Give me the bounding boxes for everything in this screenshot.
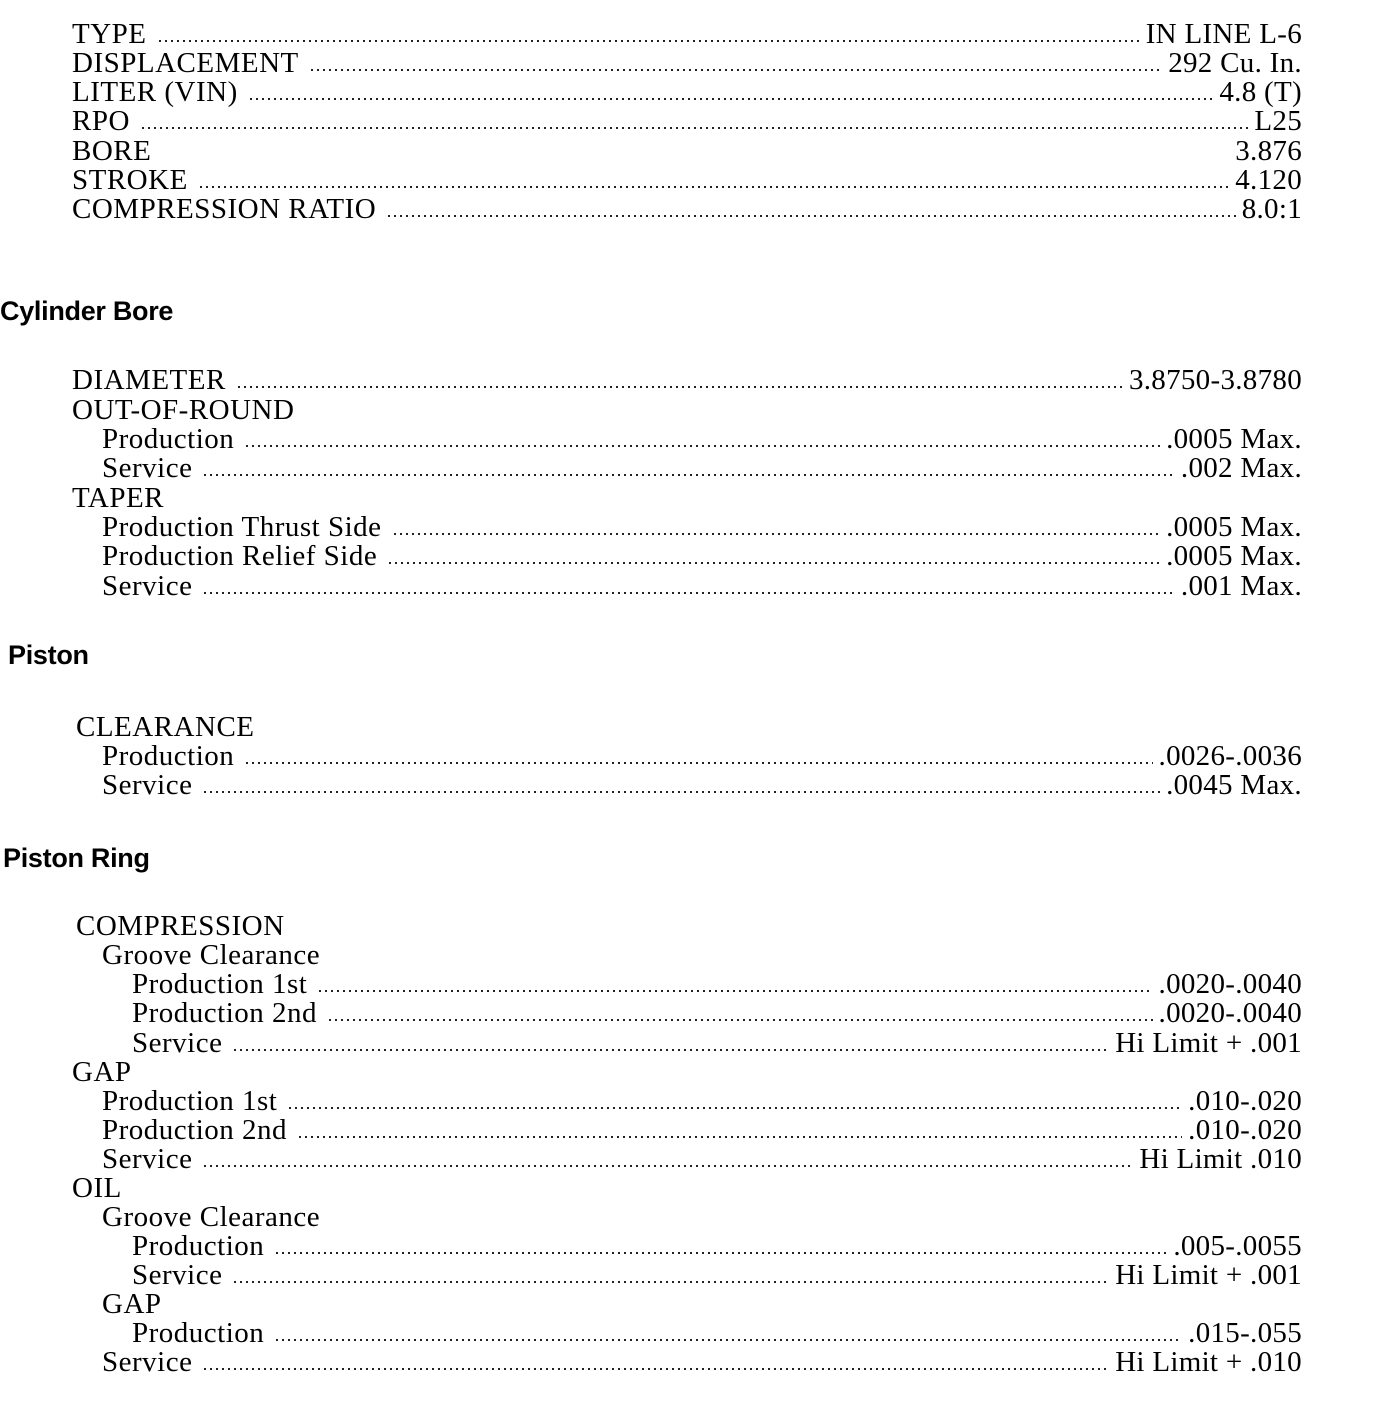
dot-leader [202,1164,1133,1168]
dot-leader [202,1367,1109,1371]
dot-leader [317,989,1152,993]
dot-leader [202,473,1174,477]
spec-group-label: OUT-OF-ROUND [72,394,295,426]
spec-value: Hi Limit .010 [1139,1143,1302,1175]
spec-group-label: GAP [72,1056,132,1088]
spec-row-oor-service [102,454,1302,483]
spec-value: .0020-.0040 [1158,997,1302,1029]
spec-group-compression [76,912,1302,941]
spec-row-compression-ratio [72,195,1302,224]
spec-row-comp-prod-1st [132,970,1302,999]
spec-value: 4.8 (T) [1219,76,1302,108]
dot-leader [157,39,1140,43]
spec-value: .0026-.0036 [1158,740,1302,772]
spec-value: .0005 Max. [1166,423,1302,455]
spec-group-oil [72,1174,1302,1203]
spec-row-gap-prod-2nd [102,1116,1302,1145]
spec-row-oor-production [102,425,1302,454]
spec-group-label: GAP [102,1288,162,1320]
spec-label: COMPRESSION RATIO [72,193,377,225]
spec-value: IN LINE L-6 [1145,18,1302,50]
section-heading-cylinder-bore: Cylinder Bore [0,296,174,326]
spec-label: Production 1st [132,968,308,1000]
spec-label: RPO [72,105,130,137]
section-heading-piston: Piston [8,640,89,670]
spec-label: Service [102,1143,193,1175]
spec-row-bore [72,137,1302,166]
spec-row-oil-gap-production [132,1319,1302,1348]
dot-leader [386,214,1235,218]
spec-value: 292 Cu. In. [1168,47,1302,79]
spec-group-oil-groove-clearance [102,1203,1302,1232]
dot-leader [327,1018,1153,1022]
spec-label: Production 1st [102,1085,278,1117]
spec-row-liter [72,78,1302,107]
spec-label: DISPLACEMENT [72,47,299,79]
spec-label: Production Relief Side [102,540,378,572]
dot-leader [202,790,1160,794]
spec-value: 8.0:1 [1241,193,1302,225]
spec-row-gap-prod-1st [102,1087,1302,1116]
spec-label: TYPE [72,18,147,50]
spec-row-taper-service [102,572,1302,601]
spec-label: Production [132,1230,265,1262]
spec-group-label: Groove Clearance [102,939,321,971]
spec-row-taper-relief [102,542,1302,571]
spec-label: Production [102,740,235,772]
spec-value: .010-.020 [1188,1085,1302,1117]
dot-leader [202,591,1174,595]
spec-value: .0005 Max. [1166,540,1302,572]
spec-group-groove-clearance [102,941,1302,970]
dot-leader [297,1135,1182,1139]
spec-row-type [72,20,1302,49]
spec-label: BORE [72,135,152,167]
spec-label: Service [102,769,193,801]
spec-value: .005-.0055 [1173,1230,1302,1262]
dot-leader [274,1251,1167,1255]
spec-label: Production [132,1317,265,1349]
spec-group-label: OIL [72,1172,122,1204]
spec-row-oil-groove-production [132,1232,1302,1261]
spec-group-label: TAPER [72,482,165,514]
spec-group-taper [72,484,1302,513]
spec-value: 3.876 [1235,135,1302,167]
spec-label: Production Thrust Side [102,511,382,543]
spec-label: Production 2nd [132,997,318,1029]
dot-leader [244,761,1152,765]
spec-row-diameter [72,366,1302,395]
spec-row-comp-prod-2nd [132,999,1302,1028]
spec-group-oil-gap [102,1290,1302,1319]
spec-value: Hi Limit + .001 [1115,1259,1302,1291]
spec-group-out-of-round [72,396,1302,425]
dot-leader [140,126,1248,130]
spec-value: .0045 Max. [1166,769,1302,801]
spec-row-oil-gap-service [102,1348,1302,1377]
dot-leader [309,68,1162,72]
dot-leader [287,1106,1182,1110]
spec-row-oil-groove-service [132,1261,1302,1290]
spec-label: Service [132,1259,223,1291]
spec-value: 3.8750-3.8780 [1128,364,1302,396]
spec-row-gap-service [102,1145,1302,1174]
spec-group-clearance [76,713,1302,742]
spec-label: Service [102,570,193,602]
spec-value: .010-.020 [1188,1114,1302,1146]
spec-value: .0020-.0040 [1158,968,1302,1000]
dot-leader [387,561,1160,565]
spec-value: .015-.055 [1188,1317,1302,1349]
spec-value: Hi Limit + .001 [1115,1027,1302,1059]
section-heading-piston-ring: Piston Ring [3,843,150,873]
spec-group-label: CLEARANCE [76,711,255,743]
spec-label: Production 2nd [102,1114,288,1146]
spec-group-label: COMPRESSION [76,910,285,942]
dot-leader [232,1048,1109,1052]
dot-leader [236,385,1123,389]
spec-row-comp-service [132,1029,1302,1058]
spec-group-label: Groove Clearance [102,1201,321,1233]
spec-label: Production [102,423,235,455]
spec-label: Service [102,1346,193,1378]
spec-value: L25 [1254,105,1302,137]
spec-value: Hi Limit + .010 [1115,1346,1302,1378]
spec-row-rpo [72,107,1302,136]
dot-leader [232,1280,1109,1284]
dot-leader [392,532,1161,536]
spec-value: .0005 Max. [1166,511,1302,543]
spec-label: STROKE [72,164,188,196]
dot-leader [248,97,1214,101]
spec-row-clearance-production [102,742,1302,771]
spec-row-displacement [72,49,1302,78]
spec-row-stroke [72,166,1302,195]
spec-value: .002 Max. [1180,452,1302,484]
dot-leader [274,1338,1182,1342]
spec-value: 4.120 [1235,164,1302,196]
dot-leader [198,185,1229,189]
spec-label: Service [102,452,193,484]
spec-row-taper-thrust [102,513,1302,542]
spec-group-gap [72,1058,1302,1087]
spec-value: .001 Max. [1180,570,1302,602]
spec-label: Service [132,1027,223,1059]
spec-label: LITER (VIN) [72,76,238,108]
spec-label: DIAMETER [72,364,226,396]
spec-row-clearance-service [102,771,1302,800]
dot-leader [244,444,1160,448]
